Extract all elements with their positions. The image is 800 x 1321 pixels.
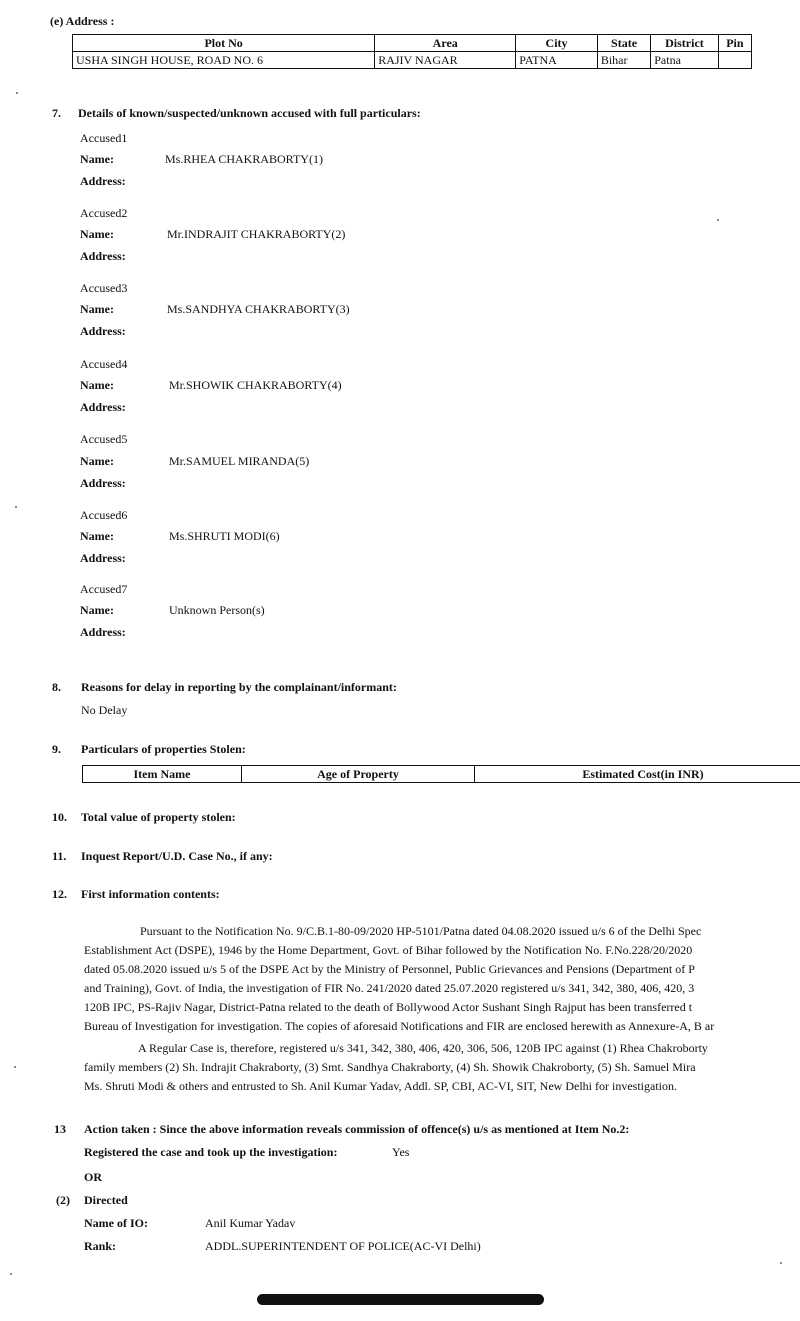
scan-speck [16, 92, 18, 94]
scan-speck [15, 506, 17, 508]
name-label: Name: [80, 454, 114, 468]
paragraph-line: Pursuant to the Notification No. 9/C.B.1-80-09/2020 HP-5101/Patna dated 04.08.2020 issued u/s 6 of the Delhi Spec [140, 924, 702, 938]
io-value: Anil Kumar Yadav [205, 1216, 296, 1230]
cell-pin [718, 52, 751, 69]
address-label: Address: [80, 174, 126, 188]
rank-value: ADDL.SUPERINTENDENT OF POLICE(AC-VI Delhi) [205, 1239, 481, 1253]
address-table [72, 34, 752, 69]
section7-number: 7. [52, 106, 61, 120]
accused-heading: Accused5 [80, 432, 128, 446]
fir-contents-paragraph-2 [84, 1039, 708, 1096]
cell-state: Bihar [597, 52, 650, 69]
scan-speck [10, 1273, 12, 1275]
header-item-name: Item Name [83, 766, 242, 783]
section10-title: Total value of property stolen: [81, 810, 236, 824]
address-label: Address: [80, 400, 126, 414]
section11-number: 11. [52, 849, 67, 863]
accused-name: Ms.SHRUTI MODI(6) [169, 529, 280, 543]
directed-label: Directed [84, 1193, 128, 1207]
delay-value: No Delay [81, 703, 128, 717]
accused-heading: Accused3 [80, 281, 128, 295]
or-label: OR [84, 1170, 102, 1184]
accused-heading: Accused6 [80, 508, 128, 522]
section7-title: Details of known/suspected/unknown accused with full particulars: [78, 106, 421, 120]
address-table-header [73, 35, 752, 52]
name-label: Name: [80, 603, 114, 617]
section12-number: 12. [52, 887, 67, 901]
cell-district: Patna [651, 52, 718, 69]
io-label: Name of IO: [84, 1216, 148, 1230]
header-plot-no: Plot No [73, 35, 375, 52]
paragraph-line: 120B IPC, PS-Rajiv Nagar, District-Patna related to the death of Bollywood Actor Sushant Singh Rajput has been transferred t [84, 1000, 693, 1014]
section10-number: 10. [52, 810, 67, 824]
paragraph-line: Ms. Shruti Modi & others and entrusted to Sh. Anil Kumar Yadav, Addl. SP, CBI, AC-VI, SIT, New Delhi for investigation. [84, 1079, 677, 1093]
scan-speck [780, 1262, 782, 1264]
accused-heading: Accused2 [80, 206, 128, 220]
cell-plot-no: USHA SINGH HOUSE, ROAD NO. 6 [73, 52, 375, 69]
section9-number: 9. [52, 742, 61, 756]
address-label: Address: [80, 249, 126, 263]
paragraph-line: family members (2) Sh. Indrajit Chakraborty, (3) Smt. Sandhya Chakraborty, (4) Sh. Showik Chakroborty, (5) Sh. Samuel Mira [84, 1060, 696, 1074]
accused-heading: Accused1 [80, 131, 128, 145]
address-label: Address: [80, 625, 126, 639]
sub-number: (2) [56, 1193, 70, 1207]
accused-name: Ms.SANDHYA CHAKRABORTY(3) [167, 302, 350, 316]
paragraph-line: Bureau of Investigation for investigation. The copies of aforesaid Notifications and FIR are enclosed herewith as Annexure-A, B ar [84, 1019, 715, 1033]
address-label: (e) Address : [50, 14, 115, 28]
header-age-of-property: Age of Property [242, 766, 475, 783]
section13-number: 13 [54, 1122, 66, 1136]
stolen-properties-header [83, 766, 800, 783]
name-label: Name: [80, 227, 114, 241]
address-label: Address: [80, 476, 126, 490]
paragraph-line: A Regular Case is, therefore, registered u/s 341, 342, 380, 406, 420, 306, 506, 120B IPC against (1) Rhea Chakroborty [138, 1041, 708, 1055]
home-indicator[interactable] [257, 1294, 544, 1305]
accused-name: Unknown Person(s) [169, 603, 265, 617]
cell-area: RAJIV NAGAR [375, 52, 516, 69]
accused-name: Mr.SAMUEL MIRANDA(5) [169, 454, 310, 468]
name-label: Name: [80, 302, 114, 316]
accused-name: Mr.INDRAJIT CHAKRABORTY(2) [167, 227, 346, 241]
section13-title: Action taken : Since the above information reveals commission of offence(s) u/s as mentioned at Item No.2: [84, 1122, 630, 1136]
paragraph-line: and Training), Govt. of India, the investigation of FIR No. 241/2020 dated 25.07.2020 registered u/s 341, 342, 380, 406, 420, 3 [84, 981, 695, 995]
fir-contents-paragraph-1 [84, 922, 714, 1036]
header-pin: Pin [718, 35, 751, 52]
address-label: Address: [80, 551, 126, 565]
header-state: State [597, 35, 650, 52]
section11-title: Inquest Report/U.D. Case No., if any: [81, 849, 273, 863]
scan-speck [14, 1066, 16, 1068]
name-label: Name: [80, 378, 114, 392]
header-area: Area [375, 35, 516, 52]
rank-label: Rank: [84, 1239, 117, 1253]
header-estimated-cost: Estimated Cost(in INR) [475, 766, 800, 783]
registered-value: Yes [392, 1145, 410, 1159]
address-table-row [73, 52, 752, 69]
name-label: Name: [80, 529, 114, 543]
header-city: City [516, 35, 598, 52]
accused-heading: Accused4 [80, 357, 128, 371]
paragraph-line: dated 05.08.2020 issued u/s 5 of the DSPE Act by the Ministry of Personnel, Public Grievances and Pensions (Department of P [84, 962, 695, 976]
name-label: Name: [80, 152, 114, 166]
address-label: Address: [80, 324, 126, 338]
accused-heading: Accused7 [80, 582, 128, 596]
header-district: District [651, 35, 718, 52]
cell-city: PATNA [516, 52, 598, 69]
paragraph-line: Establishment Act (DSPE), 1946 by the Home Department, Govt. of Bihar followed by the Notification No. F.No.228/20/2020 [84, 943, 693, 957]
section9-title: Particulars of properties Stolen: [81, 742, 246, 756]
scan-speck [717, 219, 719, 221]
section8-number: 8. [52, 680, 61, 694]
accused-name: Ms.RHEA CHAKRABORTY(1) [165, 152, 323, 166]
registered-label: Registered the case and took up the investigation: [84, 1145, 338, 1159]
section12-title: First information contents: [81, 887, 220, 901]
stolen-properties-table [82, 765, 800, 783]
section8-title: Reasons for delay in reporting by the complainant/informant: [81, 680, 397, 694]
accused-name: Mr.SHOWIK CHAKRABORTY(4) [169, 378, 342, 392]
